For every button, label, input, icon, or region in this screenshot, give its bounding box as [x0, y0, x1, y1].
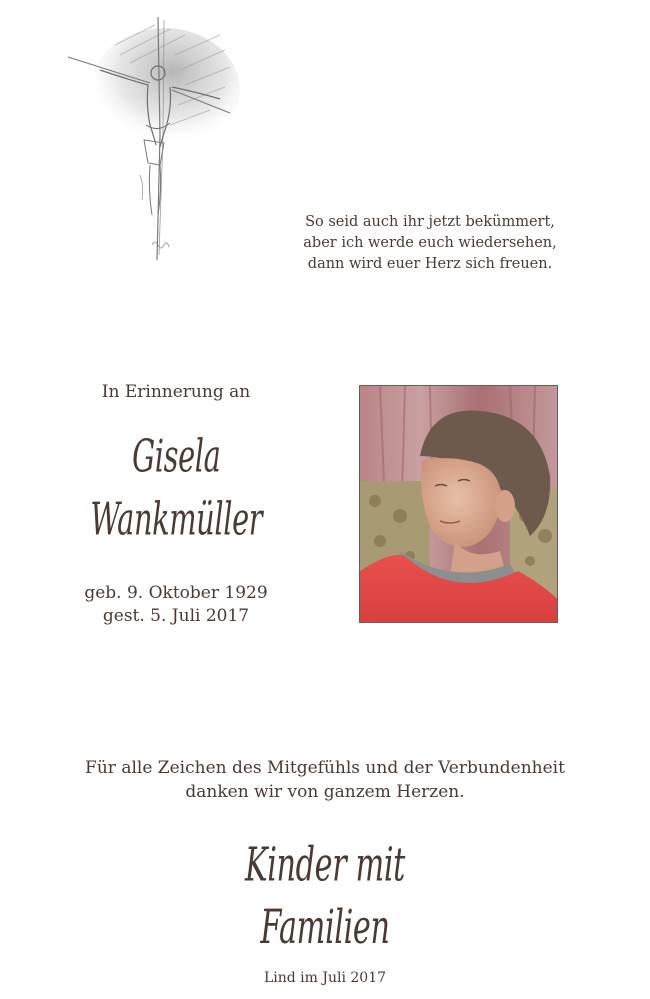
birth-date: geb. 9. Oktober 1929 [84, 583, 268, 603]
quote-line: So seid auch ihr jetzt bekümmert, [305, 214, 555, 230]
last-name-text: Wankmüller [90, 494, 262, 546]
place-date: Lind im Juli 2017 [263, 970, 387, 986]
last-name [30, 495, 322, 545]
death-date: gest. 5. Juli 2017 [102, 606, 250, 626]
first-name-text: Gisela [131, 431, 221, 483]
life-dates [60, 582, 292, 628]
family-signature [130, 836, 520, 955]
quote-line: dann wird euer Herz sich freuen. [307, 256, 553, 272]
thanks-message [40, 756, 610, 804]
family-signature-text: Kinder mit Familien [245, 836, 405, 955]
quote [280, 212, 580, 275]
portrait-photo [359, 385, 558, 623]
thanks-line: Für alle Zeichen des Mitgefühls und der Verbundenheit [85, 758, 565, 778]
first-name [60, 432, 292, 482]
thanks-line: danken wir von ganzem Herzen. [185, 782, 465, 802]
quote-line: aber ich werde euch wiedersehen, [303, 235, 557, 251]
memorial-label: In Erinnerung an [101, 382, 251, 402]
crucifix-sketch-icon [60, 15, 250, 270]
